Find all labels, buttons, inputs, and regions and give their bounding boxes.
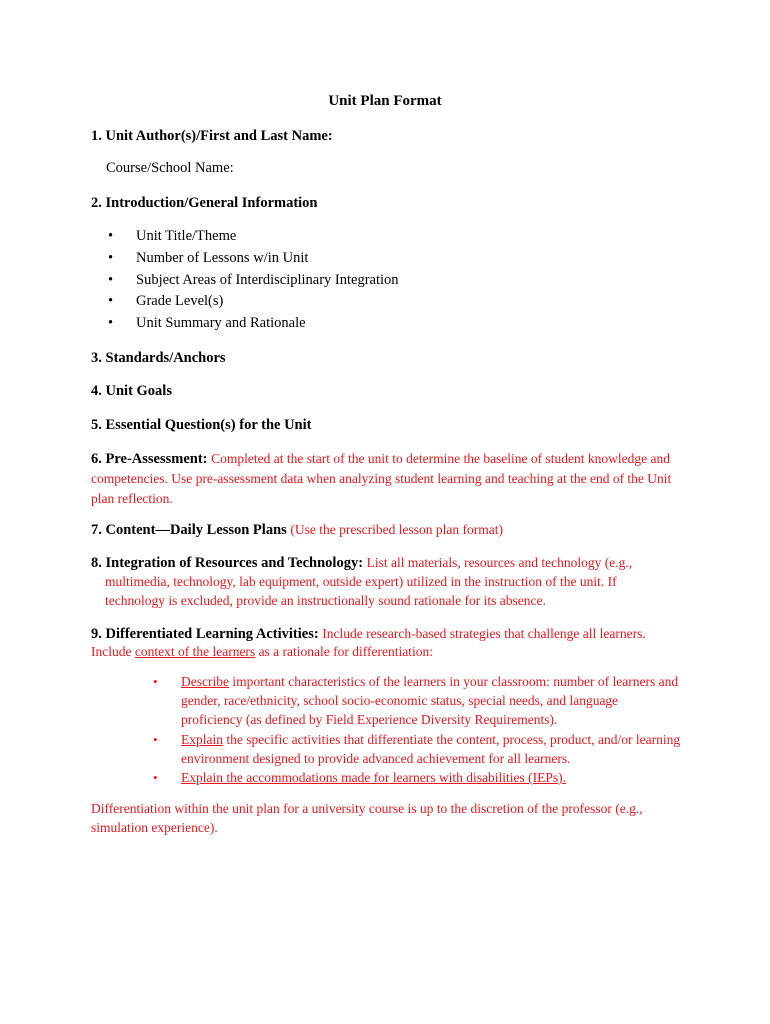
bullet-icon: • bbox=[108, 272, 114, 288]
footer-note: Differentiation within the unit plan for a university course is up to the discretion of the professor (e.g., simulation experience). bbox=[91, 801, 643, 835]
context-of-learners-link[interactable]: context of the learners bbox=[134, 644, 256, 659]
explain-accommodations-link[interactable]: Explain the accommodations made for learners with disabilities (IEPs). bbox=[181, 770, 567, 785]
section-6-instructions: Completed at the start of the unit to determine the baseline of student knowledge and competencies. Use pre-assessment data when analyzing student learning and teaching at the end of the Unit plan reflection. bbox=[91, 451, 672, 506]
section-2-heading: 2. Introduction/General Information bbox=[91, 195, 318, 211]
section-3-heading: 3. Standards/Anchors bbox=[91, 350, 226, 366]
bullet-icon: • bbox=[108, 315, 114, 331]
section-1-heading: 1. Unit Author(s)/First and Last Name: bbox=[91, 128, 333, 144]
section-8-instructions-line-3: technology is excluded, provide an instructionally sound rationale for its absence. bbox=[105, 593, 546, 608]
describe-link[interactable]: Describe bbox=[181, 674, 229, 689]
course-school-name-label: Course/School Name: bbox=[106, 160, 234, 176]
section-9-instructions-line-2: Include context of the learners as a rationale for differentiation: bbox=[91, 644, 433, 659]
explain-link[interactable]: Explain bbox=[181, 732, 223, 747]
section-7-instructions: (Use the prescribed lesson plan format) bbox=[290, 522, 503, 537]
section-9-differentiated bbox=[91, 624, 681, 644]
section-9-heading: 9. Differentiated Learning Activities: bbox=[91, 626, 319, 642]
section-4-heading: 4. Unit Goals bbox=[91, 383, 172, 399]
bullet-icon: • bbox=[153, 674, 158, 689]
bullet-icon: • bbox=[108, 228, 114, 244]
bullet-icon: • bbox=[153, 732, 158, 747]
bullet-icon: • bbox=[108, 250, 114, 266]
section-6-heading: 6. Pre-Assessment: bbox=[91, 451, 208, 467]
section-8-resources bbox=[91, 553, 681, 573]
page-title: Unit Plan Format bbox=[328, 93, 442, 109]
section-5-heading: 5. Essential Question(s) for the Unit bbox=[91, 417, 312, 433]
bullet-icon: • bbox=[153, 770, 158, 785]
section-7-heading: 7. Content—Daily Lesson Plans bbox=[91, 522, 287, 538]
section-9-instructions-line-1: Include research-based strategies that challenge all learners. bbox=[322, 626, 646, 641]
section-8-instructions-line-1: List all materials, resources and technology (e.g., bbox=[366, 555, 633, 570]
bullet-icon: • bbox=[108, 293, 114, 309]
document-page: Unit Plan Format 1. Unit Author(s)/First and Last Name: Course/School Name: 2. Introduction/General Information • Unit Title/Theme • Number of Lessons w/in Unit • Subject Areas of Interdisciplinary Integration • Grade Level(s) • Unit Summary and Rationale 3. Standards/Anchors 4. Unit Goals 5. Essential Question(s) for the Unit 6. Pre-Assessment: Completed at the start of the unit to determine the baseline of student knowledge and competencies. Use pre-assessment data when analyzing student learning and teaching at the end of the Unit plan reflection. 7. Content—Daily Lesson Plans (Use the prescribed lesson plan format) 8. Integration of Resources and Technology: List all materials, resources and technology (e.g., multimedia, technology, lab equipment, outside expert) utilized in the instruction of the unit. If technology is excluded, provide an instructionally sound rationale for its absence. 9. Differentiated Learning Activities: Include research-based strategies that challenge all learners. Include context of the learners as a rationale for differentiation: • Describe important characteristics of the learners in your classroom: number of learners and gender, race/ethnicity, school socio-economic status, special needs, and language proficiency (as defined by Field Experience Diversity Requirements). • Explain the specific activities that differentiate the content, process, product, and/or learning environment designed to provide advanced achievement for all learners. • Explain the accommodations made for learners with disabilities (IEPs). Differentiation within the unit plan for a university course is up to the discretion of the professor (e.g., simulation experience). bbox=[0, 0, 770, 1024]
section-8-instructions-line-2: multimedia, technology, lab equipment, outside expert) utilized in the instruction of the unit. If bbox=[105, 574, 617, 589]
section-7-content bbox=[91, 520, 681, 540]
section-8-heading: 8. Integration of Resources and Technology: bbox=[91, 555, 364, 571]
section-6-pre-assessment bbox=[91, 449, 681, 509]
